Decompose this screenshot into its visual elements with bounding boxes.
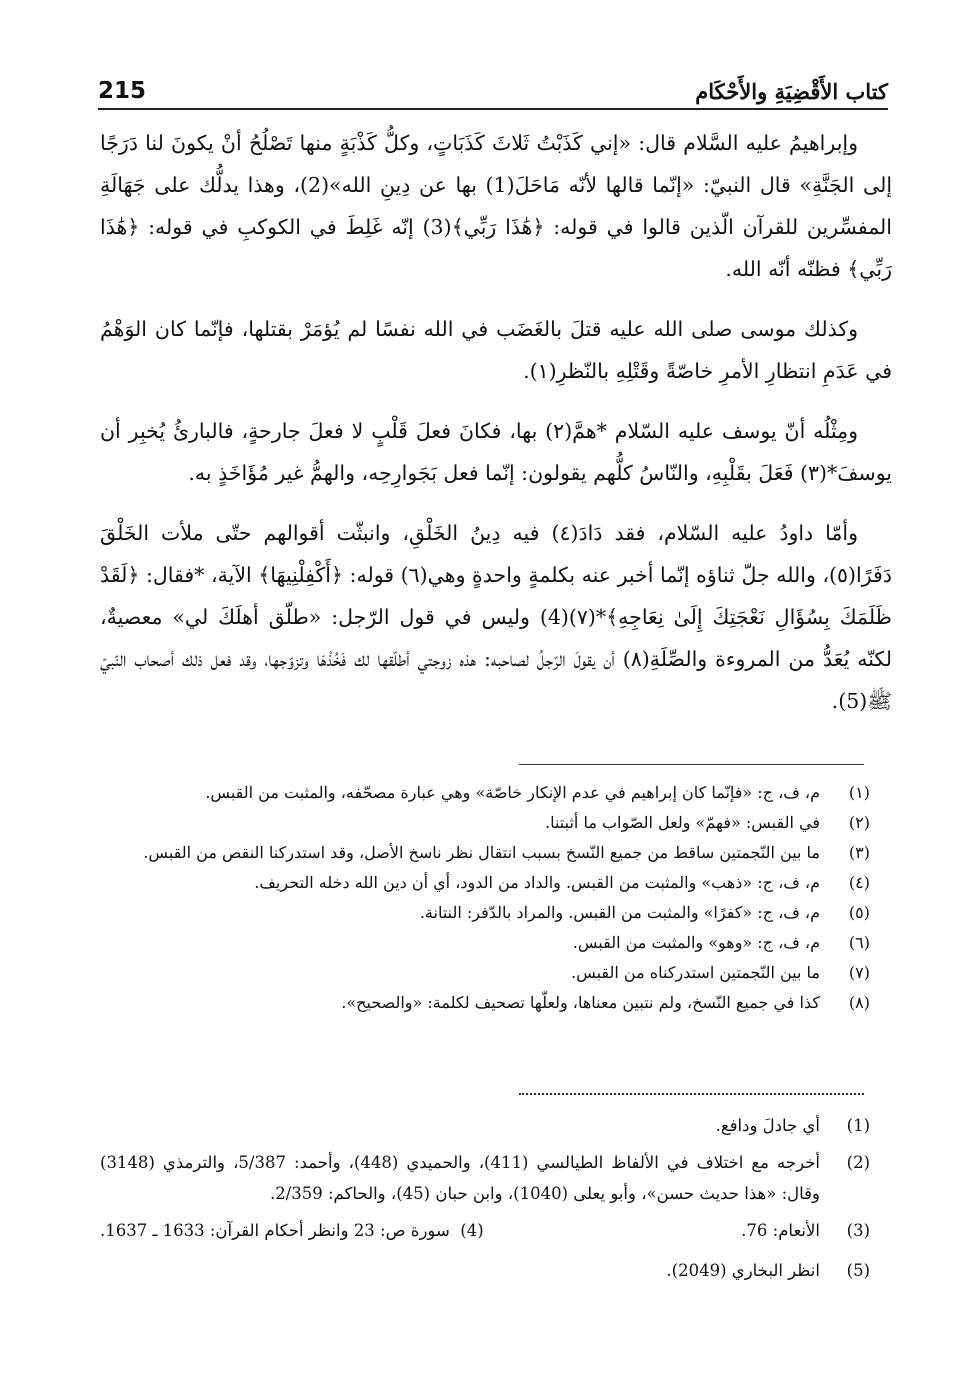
source-note-text: انظر البخاري (2049). xyxy=(666,1261,820,1280)
footnote xyxy=(100,988,870,1018)
source-note-number: (5) xyxy=(846,1261,870,1280)
footnote-text: في القبس: «فهمّ» ولعل الصّواب ما أثبتنا. xyxy=(545,813,820,832)
footnote-text: ما بين النّجمتين استدركناه من القبس. xyxy=(571,963,820,982)
source-note-pair xyxy=(100,1215,870,1249)
footnote-number: (٧) xyxy=(848,963,870,982)
main-text xyxy=(100,122,892,740)
footnote xyxy=(100,778,870,808)
footnote-number: (٤) xyxy=(848,873,870,892)
footnote-text: كذا في جميع النّسخ، ولم نتبين معناها، ولعلّها تصحيف لكلمة: «والصحيح». xyxy=(341,993,820,1012)
paragraph-dawud: وأمّا داودُ عليه السّلام، فقد دَادَ(٤) فيه دِينُ الخَلْقِ، وانبثّت أقوالهم حتّى ملأت الخَلْقَ دَفَرًا(٥)، والله جلّ ثناؤه إنّما أخبر عنه بكلمةٍ واحدةٍ وهي(٦) قوله: ﴿أَكْفِلْنِيهَا﴾ الآية، *فقال: ﴿لَقَدْ ظَلَمَكَ بِسُؤَالِ نَعْجَتِكَ إِلَىٰ نِعَاجِهِ﴾*(٧)(4) وليس في قول الرّجل: «طلّق أهلَكَ لي» معصيةٌ، لكنّه يُعَدُّ من المروءة والصِّلَةِ(٨) أن يقولَ الرّجلُ لصاحبه: هذه زوجتي أطلّقها لك فَخُذْهَا وتزوّجها، وقد فعل ذلك أصحاب النّبيّ ﷺ(5). xyxy=(100,521,892,713)
source-footnotes xyxy=(100,1110,870,1292)
source-note-number: (1) xyxy=(846,1116,870,1135)
footnote-text: م، ف، ج: «فإنّما كان إبراهيم في عدم الإنكار خاصّة» وهي عبارة مصحّفه، والمثبت من القبس. xyxy=(205,783,820,802)
source-note-text: سورة ص: 23 وانظر أحكام القرآن: 1633 ـ 1637. xyxy=(100,1221,450,1240)
source-note xyxy=(100,1215,484,1246)
footnote-divider xyxy=(519,764,864,765)
editor-footnotes xyxy=(100,778,870,1018)
footnote-number: (٣) xyxy=(848,843,870,862)
paragraph-yusuf: ومِثْلُه أنّ يوسف عليه السّلام *همَّ(٢) بها، فكانَ فعلَ قَلْبٍ لا فعلَ جارحةٍ، فالبارئُ يُخبِر أن يوسفَ*(٣) فَعَلَ بقَلْبِهِ، والنّاسُ كلُّهم يقولون: إنّما فعل بَجَوارِحِه، والهمُّ غير مُؤَاخَذٍ به. xyxy=(100,419,892,485)
source-note xyxy=(100,1255,870,1286)
footnote xyxy=(100,838,870,868)
footnote xyxy=(100,958,870,988)
footnote-text: م، ف، ج: «وهو» والمثبت من القبس. xyxy=(572,933,820,952)
footnote-number: (٢) xyxy=(848,813,870,832)
page-number: 215 xyxy=(98,78,147,104)
running-head xyxy=(98,68,888,110)
footnote xyxy=(100,868,870,898)
source-note-number: (3) xyxy=(846,1221,870,1240)
paragraph-musa: وكذلك موسى صلى الله عليه قتلَ بالغَضَب في الله نفسًا لم يُؤمَرْ بقتلها، فإنّما كان الوَهْمُ في عَدَمِ انتظارِ الأمرِ خاصّةً وقَتْلِهِ بالنّظرِ(١). xyxy=(100,317,892,383)
source-note-text: أخرجه مع اختلاف في الألفاظ الطيالسي (411)، والحميدي (448)، وأحمد: 5/387، والترمذي (3148) وقال: «هذا حديث حسن»، وأبو يعلى (1040)، وابن حبان (45)، والحاكم: 2/359. xyxy=(100,1153,820,1203)
footnote-number: (٨) xyxy=(848,993,870,1012)
footnote xyxy=(100,928,870,958)
source-note xyxy=(100,1147,870,1209)
source-note-text: أي جادلَ ودافع. xyxy=(715,1116,820,1135)
footnote-text: ما بين النّجمتين ساقط من جميع النّسخ بسبب انتقال نظر ناسخ الأصل، وقد استدركنا النقص من القبس. xyxy=(143,843,820,862)
footnote-number: (٥) xyxy=(848,903,870,922)
footnote-number: (١) xyxy=(848,783,870,802)
source-note-text: الأنعام: 76. xyxy=(741,1221,820,1240)
source-notes-divider xyxy=(519,1093,864,1095)
source-note xyxy=(100,1110,870,1141)
footnote xyxy=(100,808,870,838)
source-note xyxy=(741,1215,870,1246)
footnote-text: م، ف، ج: «كفرًا» والمثبت من القبس. والمراد بالدّفر: النتانة. xyxy=(419,903,820,922)
footnote xyxy=(100,898,870,928)
footnote-text: م، ف، ج: «ذهب» والمثبت من القبس. والداد من الدود، أي أن دين الله دخله التحريف. xyxy=(254,873,820,892)
footnote-number: (٦) xyxy=(848,933,870,952)
source-note-number: (2) xyxy=(846,1153,870,1172)
source-note-number: (4) xyxy=(460,1221,484,1240)
book-title: كتاب الأَقْضِيَةِ والأَحْكَام xyxy=(695,79,888,104)
paragraph-ibrahim: وإبراهيمُ عليه السَّلام قال: «إني كَذَبْتُ ثَلاثَ كَذَبَاتٍ، وكلُّ كَذْبَةٍ منها تَصْلُحُ أنْ يكونَ لنا دَرَجًا إلى الجَنَّةِ» قال النبيّ: «إنّما قالها لأنّه مَاحَلَ(1) بها عن دِينِ الله»(2)، وهذا يدلُّك على جَهَالَةِ المفسِّرين للقرآن الّذين قالوا في قوله: ﴿هَٰذَا رَبِّي﴾(3) إنّه غَلِطَ في الكوكبِ في قوله: ﴿هَٰذَا رَبِّي﴾ فظنّه أنّه الله. xyxy=(100,131,893,281)
